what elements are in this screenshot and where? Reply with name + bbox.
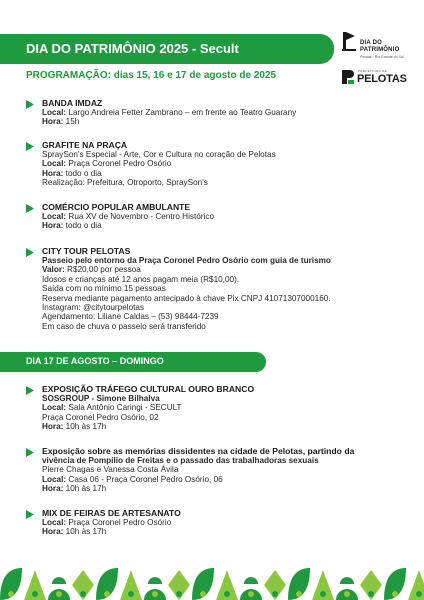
patrimonio-logo-icon bbox=[342, 30, 356, 52]
event-detail: Hora: 15h bbox=[42, 117, 80, 127]
event-detail: Passeio pelo entorno da Praça Coronel Pedro Osório com guia de turismo bbox=[42, 256, 331, 265]
event-detail: SpraySon's Especial - Arte, Cor e Cultura no coração de Pelotas bbox=[42, 150, 276, 159]
arrow-bullet-icon bbox=[26, 448, 34, 457]
logos-area bbox=[340, 26, 420, 96]
event-title: CITY TOUR PELOTAS bbox=[42, 246, 131, 256]
pelotas-logo-name: PELOTAS bbox=[357, 73, 407, 85]
footer-pattern-dot bbox=[200, 591, 206, 597]
footer-pattern-dot bbox=[344, 591, 350, 597]
footer-pattern-dot bbox=[248, 591, 254, 597]
footer-pattern-shape bbox=[408, 570, 424, 600]
event-detail: Valor: R$20,00 por pessoa bbox=[42, 265, 141, 275]
footer-pattern-dot bbox=[152, 591, 158, 597]
event-detail: Local: Praça Coronel Pedro Osório bbox=[42, 159, 172, 169]
event-detail: Agendamento: Liliane Caldas – (53) 98444-7239 bbox=[42, 312, 219, 322]
event-detail: Praça Coronel Pedro Osório, 02 bbox=[42, 412, 159, 422]
event-title: EXPOSIÇÃO TRÁFEGO CULTURAL OURO BRANCO bbox=[42, 384, 255, 394]
event-detail: Saída com no mínimo 15 pessoas bbox=[42, 284, 166, 294]
decorative-footer-pattern bbox=[0, 564, 424, 600]
event-detail: Hora: todo o dia bbox=[42, 221, 102, 231]
footer-pattern-dot bbox=[392, 591, 398, 597]
patrimonio-logo-line1: DIA DO bbox=[360, 40, 382, 46]
event-title: BANDA IMDAZ bbox=[42, 98, 103, 108]
event-title: Exposição sobre as memórias dissidentes na cidade de Pelotas, partindo da bbox=[42, 446, 355, 456]
section-banner-domingo bbox=[0, 352, 266, 372]
arrow-bullet-icon bbox=[26, 142, 34, 151]
footer-pattern-dot bbox=[416, 591, 422, 597]
page-title: DIA DO PATRIMÔNIO 2025 - Secult bbox=[26, 41, 239, 56]
arrow-bullet-icon bbox=[26, 248, 34, 257]
footer-pattern-dot bbox=[32, 591, 38, 597]
footer-pattern-dot bbox=[368, 591, 374, 597]
arrow-bullet-icon bbox=[26, 204, 34, 213]
footer-pattern-dot bbox=[56, 591, 62, 597]
event-detail: SOSGROUP - Simone Bilhalva bbox=[42, 394, 160, 403]
event-detail: Hora: todo o dia bbox=[42, 168, 102, 178]
arrow-bullet-icon bbox=[26, 100, 34, 109]
footer-pattern-dot bbox=[224, 591, 230, 597]
event-detail: Local: Sala Antônio Caringi - SECULT bbox=[42, 403, 182, 413]
event-detail: vivência de Pompílio de Freitas e o passado das trabalhadoras sexuais bbox=[42, 456, 319, 465]
event-detail: Pierre Chagas e Vanessa Costa Ávila bbox=[42, 465, 179, 475]
event-detail: Hora: 10h às 17h bbox=[42, 527, 107, 537]
header-banner bbox=[0, 34, 334, 64]
event-detail: Instagram: @citytourpelotas bbox=[42, 303, 145, 313]
event-detail: Local: Largo Andreia Fetter Zambrano – em frente ao Teatro Guarany bbox=[42, 108, 297, 117]
footer-pattern-dot bbox=[320, 591, 326, 597]
arrow-bullet-icon bbox=[26, 386, 34, 395]
event-detail: Reserva mediante pagamento antecipado à chave Pix CNPJ 41071307000160. bbox=[42, 293, 331, 303]
arrow-bullet-icon bbox=[26, 510, 34, 519]
event-detail: Local: Praça Coronel Pedro Osório bbox=[42, 518, 172, 527]
programacao-heading: PROGRAMAÇÃO: dias 15, 16 e 17 de agosto de 2025 bbox=[26, 70, 277, 81]
event-detail: Hora: 10h às 17h bbox=[42, 484, 107, 494]
pelotas-logo-prefix: PREFEITURA DE bbox=[358, 69, 388, 73]
event-detail: Em caso de chuva o passeio será transferido bbox=[42, 321, 206, 331]
section-title: DIA 17 DE AGOSTO – DOMINGO bbox=[26, 356, 164, 366]
event-detail: Idosos e crianças até 12 anos pagam meia (R$10,00). bbox=[42, 274, 240, 284]
event-detail: Local: Casa 06 - Praça Coronel Pedro Osório, 06 bbox=[42, 474, 223, 484]
footer-pattern-dot bbox=[128, 591, 134, 597]
footer-pattern-dot bbox=[272, 591, 278, 597]
event-title: MIX DE FEIRAS DE ARTESANATO bbox=[42, 508, 181, 518]
footer-pattern-dot bbox=[104, 591, 110, 597]
footer-pattern-dot bbox=[8, 591, 14, 597]
patrimonio-logo-tagline: Pelotas · Rio Grande do Sul bbox=[360, 55, 404, 59]
footer-pattern-dot bbox=[296, 591, 302, 597]
footer-pattern-dot bbox=[176, 591, 182, 597]
footer-pattern-dot bbox=[80, 591, 86, 597]
event-detail: Hora: 10h às 17h bbox=[42, 422, 107, 432]
patrimonio-logo-line2: PATRIMÔNIO bbox=[360, 47, 400, 53]
event-detail: Local: Rua XV de Novembro - Centro Histórico bbox=[42, 212, 215, 221]
event-title: COMÉRCIO POPULAR AMBULANTE bbox=[42, 202, 191, 212]
event-detail: Realização: Prefeitura, Otroporto, SpraySon's bbox=[42, 178, 208, 188]
event-title: GRAFITE NA PRAÇA bbox=[42, 140, 128, 150]
pelotas-logo-icon bbox=[342, 70, 354, 84]
